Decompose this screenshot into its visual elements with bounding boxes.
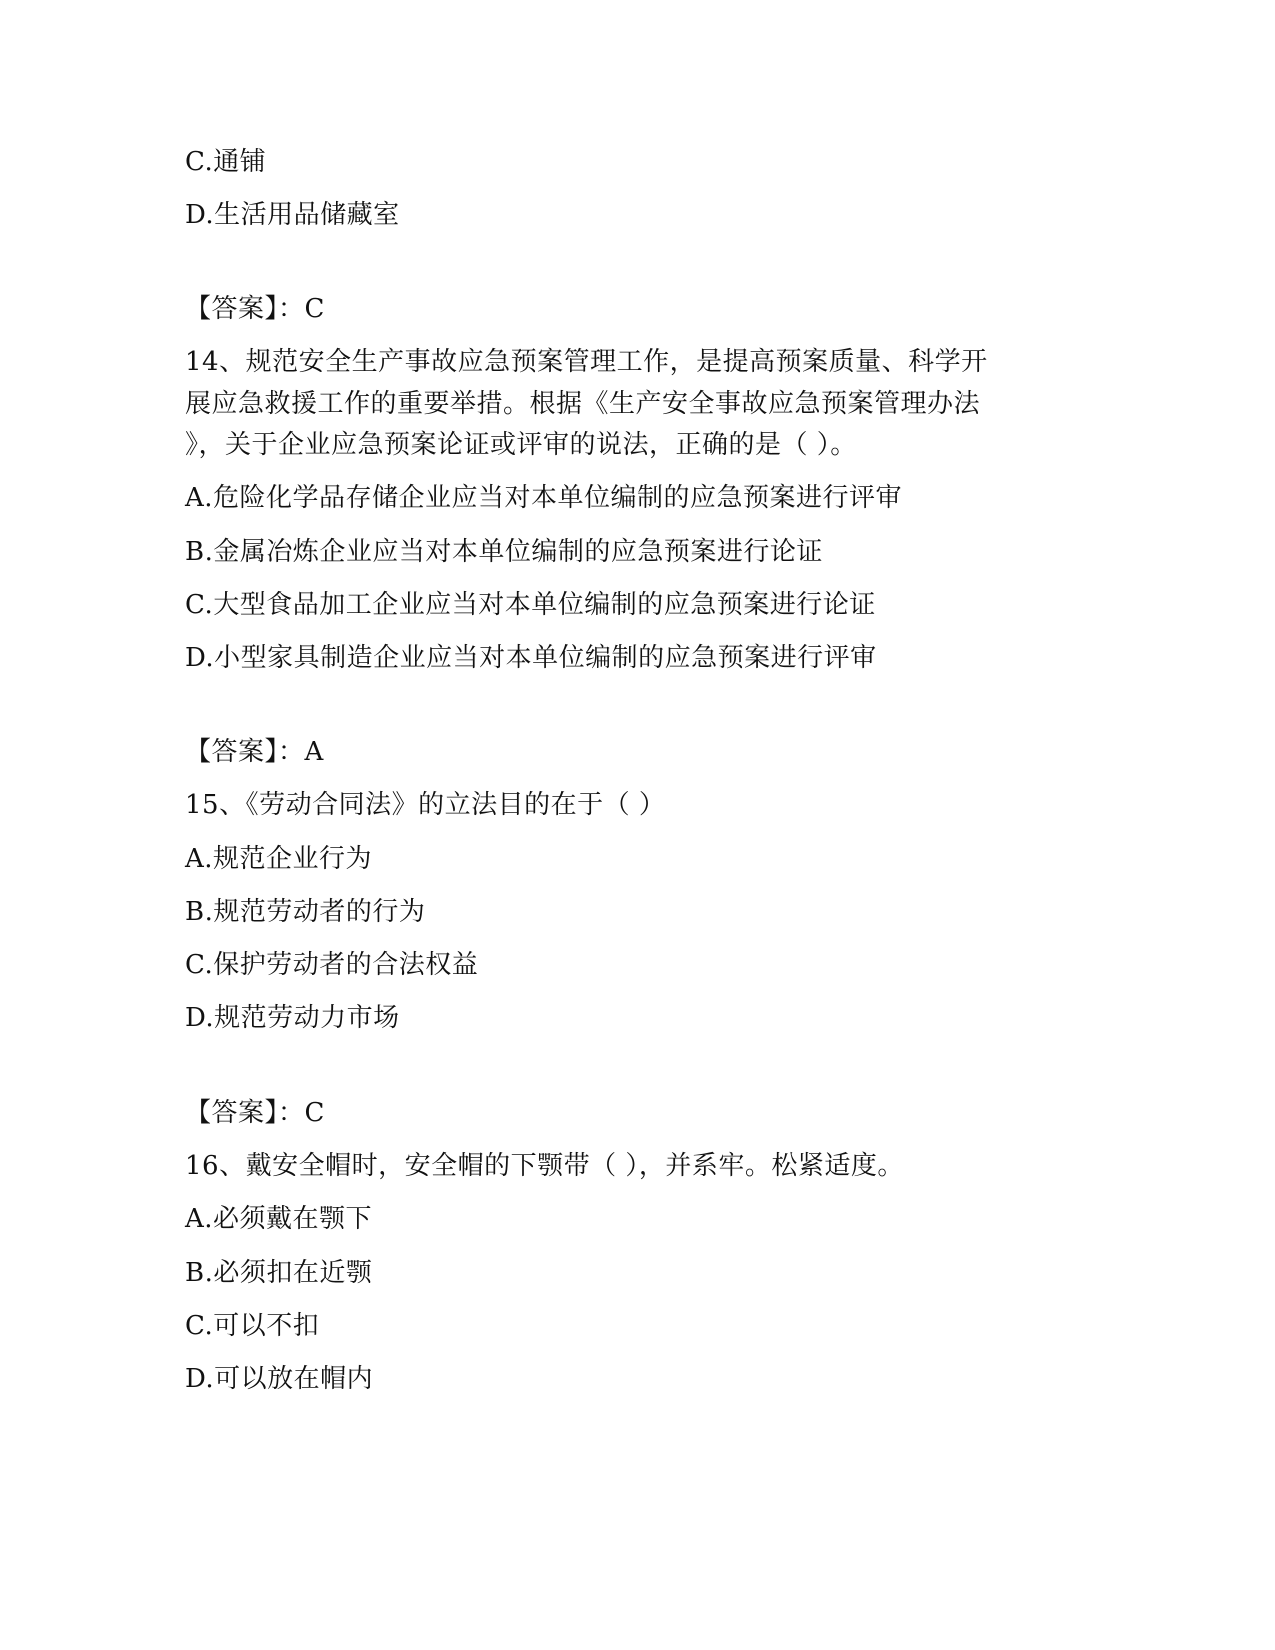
q14-option-c: C.大型食品加工企业应当对本单位编制的应急预案进行论证 bbox=[185, 590, 876, 620]
q16-stem: 16、戴安全帽时，安全帽的下颚带（ ），并系牢。松紧适度。 bbox=[185, 1151, 904, 1181]
q14-stem-line-1: 14、规范安全生产事故应急预案管理工作，是提高预案质量、科学开 bbox=[185, 347, 988, 377]
q15-option-d: D.规范劳动力市场 bbox=[185, 1003, 400, 1033]
q13-option-c: C.通铺 bbox=[185, 147, 267, 177]
q16-option-a: A.必须戴在颚下 bbox=[185, 1204, 373, 1234]
q14-stem-line-2: 展应急救援工作的重要举措。根据《生产安全事故应急预案管理办法 bbox=[185, 389, 981, 419]
q14-option-a: A.危险化学品存储企业应当对本单位编制的应急预案进行评审 bbox=[185, 483, 903, 513]
q14-option-b: B.金属冶炼企业应当对本单位编制的应急预案进行论证 bbox=[185, 537, 823, 567]
q14-answer: 【答案】：A bbox=[185, 737, 324, 767]
q14-option-d: D.小型家具制造企业应当对本单位编制的应急预案进行评审 bbox=[185, 643, 877, 673]
q15-option-c: C.保护劳动者的合法权益 bbox=[185, 950, 479, 980]
q13-answer: 【答案】：C bbox=[185, 294, 325, 324]
q13-option-d: D.生活用品储藏室 bbox=[185, 200, 400, 230]
q16-option-c: C.可以不扣 bbox=[185, 1311, 320, 1341]
q16-option-d: D.可以放在帽内 bbox=[185, 1364, 374, 1394]
q15-option-b: B.规范劳动者的行为 bbox=[185, 897, 426, 927]
q15-stem: 15、《劳动合同法》的立法目的在于（ ） bbox=[185, 790, 666, 820]
q15-answer: 【答案】：C bbox=[185, 1098, 325, 1128]
q16-option-b: B.必须扣在近颚 bbox=[185, 1258, 373, 1288]
q15-option-a: A.规范企业行为 bbox=[185, 844, 373, 874]
q14-stem-line-3: 》，关于企业应急预案论证或评审的说法，正确的是（ ）。 bbox=[185, 430, 857, 460]
